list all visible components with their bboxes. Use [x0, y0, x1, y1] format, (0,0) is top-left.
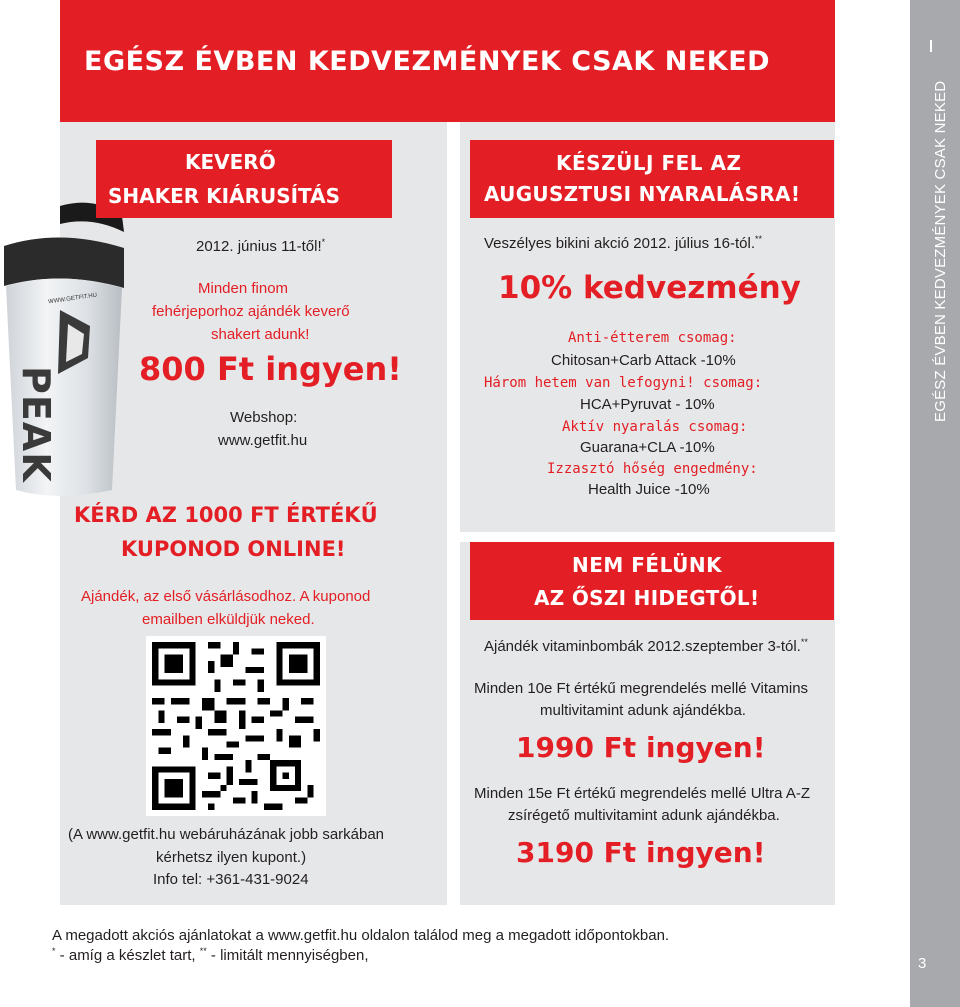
vitamin-promo: Ajándék vitaminbombák 2012.szeptember 3-tól.**	[484, 637, 808, 655]
package-2-items: HCA+Pyruvat - 10%	[580, 396, 715, 413]
coupon-headline-2: KUPONOD ONLINE!	[121, 537, 346, 561]
side-tab-marker	[930, 40, 932, 52]
footnote-mark: **	[800, 637, 808, 647]
gift-text-2: fehérjeporhoz ajándék keverő	[152, 303, 350, 320]
offer-1-line1: Minden 10e Ft értékű megrendelés mellé Vitamins	[474, 680, 809, 697]
coupon-note-2: emailben elküldjük neked.	[142, 611, 315, 628]
top-banner	[60, 0, 835, 122]
summer-header-line1: KÉSZÜLJ FEL AZ	[556, 151, 742, 175]
bikini-promo: Veszélyes bikini akció 2012. július 16-tól.**	[484, 234, 762, 252]
qr-note-2: kérhetsz ilyen kupont.)	[156, 849, 307, 866]
summer-header-line2: AUGUSZTUSI NYARALÁSRA!	[484, 182, 801, 206]
autumn-header-line2: AZ ŐSZI HIDEGTŐL!	[534, 586, 760, 610]
coupon-note-1: Ajándék, az első vásárlásodhoz. A kuponod	[81, 588, 371, 605]
webshop-url[interactable]: www.getfit.hu	[218, 432, 308, 449]
footer-legend: * - amíg a készlet tart, ** - limitált mennyiségben,	[52, 946, 369, 964]
offer-2-line2: zsírégető multivitamint adunk ajándékba.	[508, 807, 780, 824]
shaker-url: WWW.GETFIT.HU	[47, 292, 98, 306]
gift-text-3: shakert adunk!	[211, 326, 310, 343]
package-4-title: Izzasztó hőség engedmény:	[547, 461, 758, 477]
package-2-title: Három hetem van lefogyni! csomag:	[484, 375, 763, 391]
shaker-sale-line1: KEVERŐ	[185, 150, 276, 174]
shaker-price: 800 Ft ingyen!	[139, 350, 402, 388]
footer-note: A megadott akciós ajánlatokat a www.getfit.hu oldalon találod meg a megadott időpontokban.	[52, 927, 670, 944]
offer-1-line2: multivitamint adunk ajándékba.	[540, 702, 746, 719]
panel-divider	[447, 122, 460, 905]
discount-headline: 10% kedvezmény	[498, 270, 801, 306]
offer-1-price: 1990 Ft ingyen!	[516, 731, 766, 764]
footnote-mark: **	[754, 234, 762, 244]
package-1-title: Anti-étterem csomag:	[568, 330, 737, 346]
autumn-header-line1: NEM FÉLÜNK	[572, 553, 723, 577]
footnote-mark: *	[321, 237, 326, 247]
autumn-header	[470, 542, 834, 620]
gift-text-1: Minden finom	[198, 280, 289, 297]
page-number: 3	[918, 955, 927, 972]
package-1-items: Chitosan+Carb Attack -10%	[551, 352, 736, 369]
offer-2-price: 3190 Ft ingyen!	[516, 836, 766, 869]
side-tab-text: EGÉSZ ÉVBEN KEDVEZMÉNYEK CSAK NEKED	[932, 80, 949, 422]
offer-2-line1: Minden 15e Ft értékű megrendelés mellé Ultra A-Z	[474, 785, 810, 802]
shaker-sale-line2: SHAKER KIÁRUSÍTÁS	[108, 184, 341, 208]
package-3-title: Aktív nyaralás csomag:	[562, 419, 748, 435]
package-4-items: Health Juice -10%	[588, 481, 710, 498]
coupon-headline-1: KÉRD AZ 1000 FT ÉRTÉKŰ	[74, 503, 378, 527]
right-panel-separator	[460, 532, 835, 542]
qr-code[interactable]	[146, 636, 326, 816]
banner-title: EGÉSZ ÉVBEN KEDVEZMÉNYEK CSAK NEKED	[84, 46, 771, 77]
qr-note-1: (A www.getfit.hu webáruházának jobb sarkában	[68, 826, 385, 843]
package-3-items: Guarana+CLA -10%	[580, 439, 715, 456]
webshop-label: Webshop:	[230, 409, 298, 426]
shaker-sale-date: 2012. június 11-től!*	[196, 237, 326, 255]
shaker-sale-header	[96, 140, 392, 218]
summer-header	[470, 140, 834, 218]
info-phone: Info tel: +361-431-9024	[153, 871, 309, 888]
shaker-brand: PEAK	[14, 366, 58, 483]
